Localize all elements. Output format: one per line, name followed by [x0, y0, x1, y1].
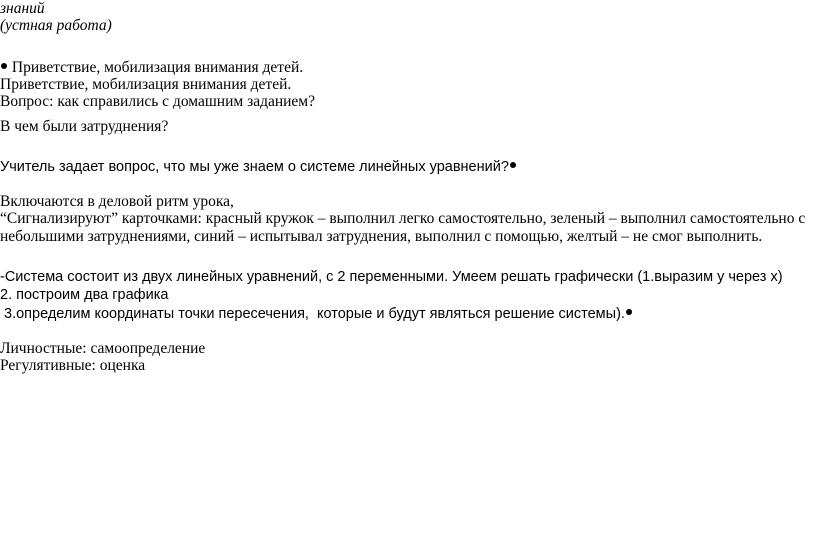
- system-description-line-2: 2. построим два графика: [0, 287, 169, 303]
- signal-cards-line-1: “Сигнализируют” карточками: красный кружок – выполнил легко самостоятельно, зеленый – выполнил самостоятельно с: [0, 210, 806, 227]
- personal-outcome: Личностные: самоопределение: [0, 340, 206, 357]
- bullet-icon: [1, 63, 7, 69]
- greeting-text: Приветствие, мобилизация внимания детей.: [11, 59, 304, 76]
- difficulties-question: В чем были затруднения?: [0, 118, 169, 135]
- rhythm-line: Включаются в деловой ритм урока,: [0, 193, 234, 210]
- signal-cards-line-2: небольшими затруднениями, синий – испытывал затруднения, выполнил с помощью, желтый – не смог выполнить.: [0, 228, 763, 245]
- greeting-line: Приветствие, мобилизация внимания детей.: [0, 76, 292, 93]
- homework-question: Вопрос: как справились с домашним заданием?: [0, 93, 315, 110]
- system-description-text: 3.определим координаты точки пересечения, которые и будут являться решение системы).: [0, 306, 625, 322]
- bullet-icon: [510, 162, 516, 168]
- system-description-line-1: -Система состоит из двух линейных уравнений, с 2 переменными. Умеем решать графически (1.выразим у через х): [0, 269, 783, 285]
- bullet-icon: [626, 309, 632, 315]
- teacher-question-line: [0, 158, 517, 176]
- regulatory-outcome: Регулятивные: оценка: [0, 357, 146, 374]
- system-description-line-3: [0, 305, 633, 323]
- greeting-line-bulleted: [0, 59, 303, 77]
- teacher-question-text: Учитель задает вопрос, что мы уже знаем о системе линейных уравнений?: [0, 159, 509, 175]
- header-line-2: (устная работа): [0, 17, 112, 34]
- header-line-1: знаний: [0, 0, 45, 17]
